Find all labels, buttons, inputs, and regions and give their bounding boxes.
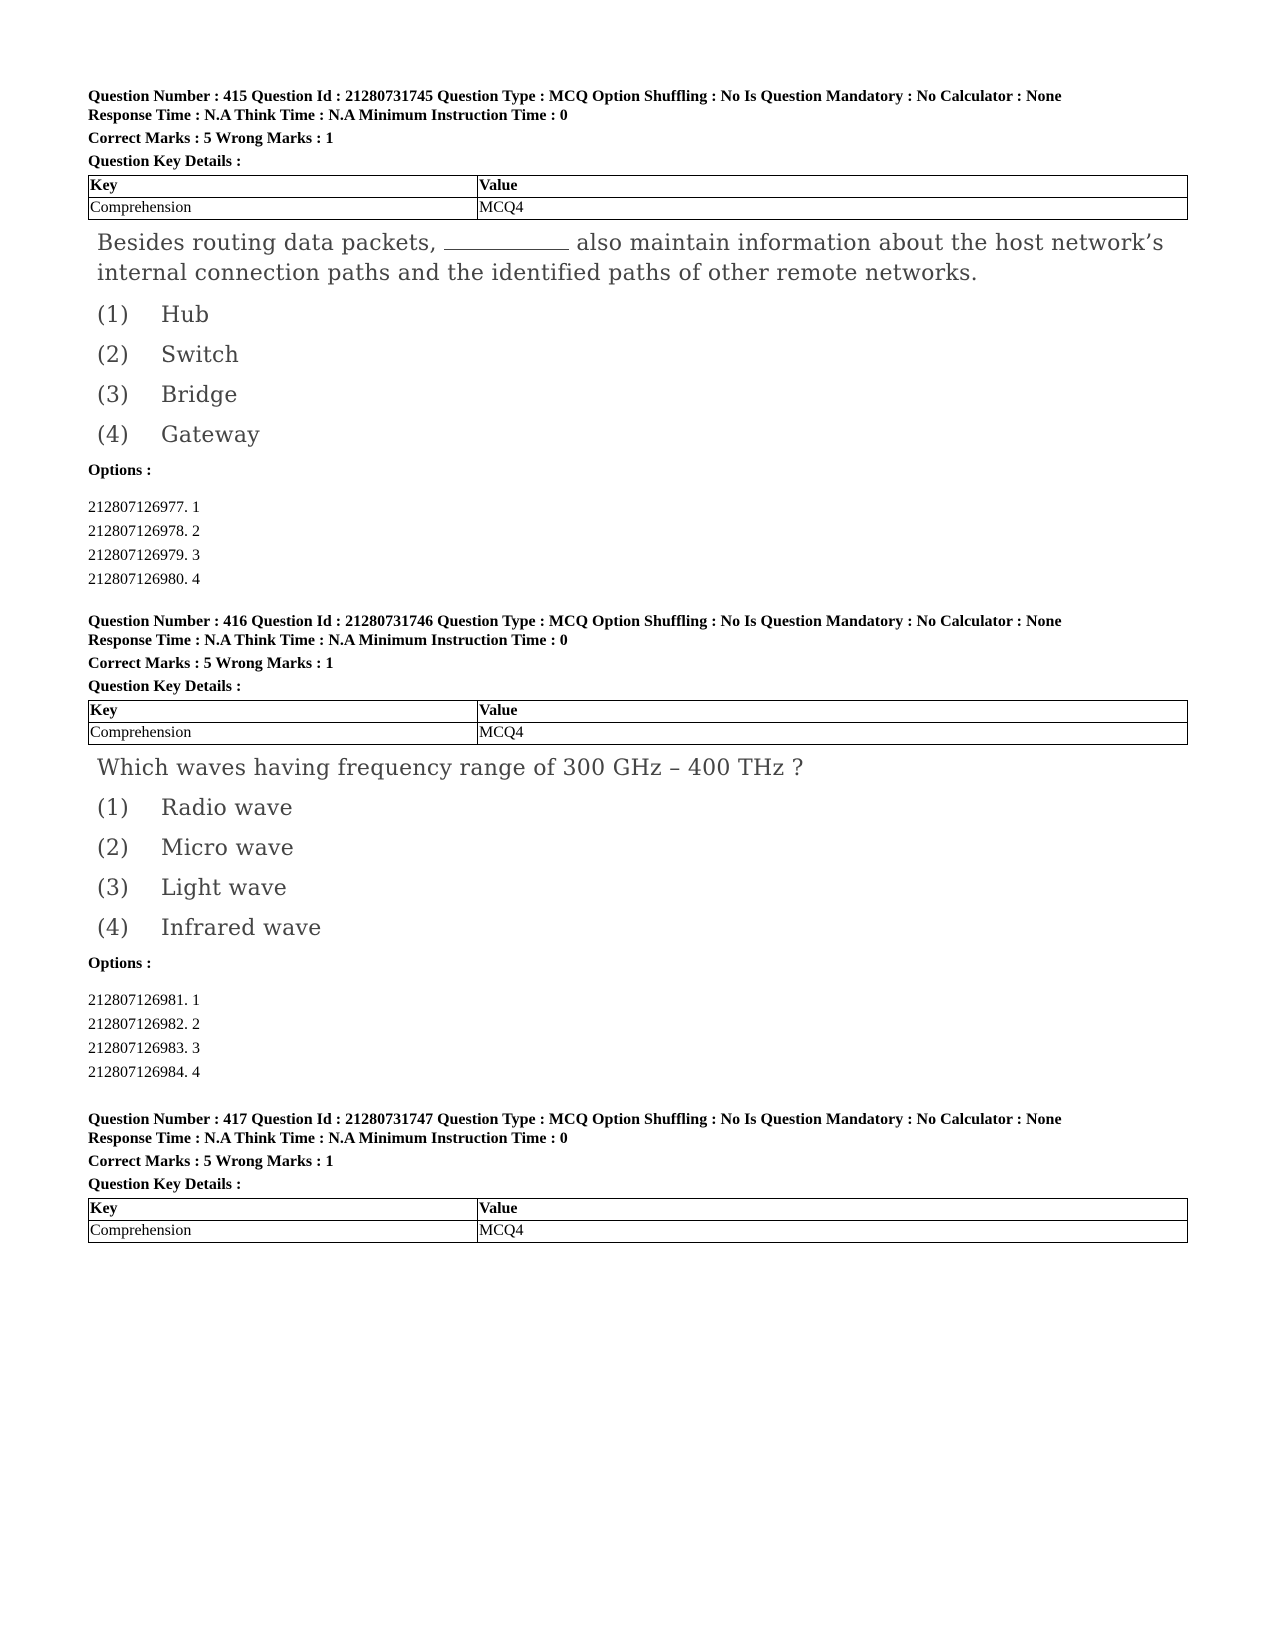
question-stem: Which waves having frequency range of 300 GHz – 400 THz ? <box>97 756 804 781</box>
choice-item <box>97 295 1188 335</box>
option-id-line: 212807126983. 3 <box>88 1040 200 1057</box>
choice-item <box>97 335 1188 375</box>
question-key-table <box>88 175 1188 220</box>
value-header: Value <box>478 701 1188 723</box>
choice-text: Gateway <box>161 422 261 448</box>
question-body <box>88 754 1188 948</box>
choice-text: Bridge <box>161 382 238 408</box>
question-marks: Correct Marks : 5 Wrong Marks : 1 <box>88 1153 334 1170</box>
question-meta-line1: Question Number : 416 Question Id : 21280731746 Question Type : MCQ Option Shuffling : No Is Question Mandatory : No Calculator : None <box>88 613 1062 630</box>
choice-text: Radio wave <box>161 795 293 821</box>
choice-item <box>97 375 1188 415</box>
question-key-details-label: Question Key Details : <box>88 678 242 695</box>
question-stem <box>97 229 1188 289</box>
option-id-line: 212807126979. 3 <box>88 547 200 564</box>
options-label: Options : <box>88 462 152 479</box>
option-id-line: 212807126980. 4 <box>88 571 200 588</box>
choice-number: (4) <box>97 915 130 941</box>
question-stem-part1: Besides routing data packets, <box>97 231 437 256</box>
question-meta-line1: Question Number : 417 Question Id : 21280731747 Question Type : MCQ Option Shuffling : No Is Question Mandatory : No Calculator : None <box>88 1111 1062 1128</box>
question-key-table <box>88 700 1188 745</box>
choice-item <box>97 828 1188 868</box>
choice-text: Hub <box>161 302 210 328</box>
key-table-row <box>89 723 1188 745</box>
key-header: Key <box>89 1199 478 1221</box>
key-table-header-row <box>89 1199 1188 1221</box>
key-cell: Comprehension <box>89 1221 478 1243</box>
key-table-header-row <box>89 701 1188 723</box>
question-416 <box>88 612 1188 1085</box>
value-cell: MCQ4 <box>478 1221 1188 1243</box>
key-header: Key <box>89 176 478 198</box>
question-417 <box>88 1110 1188 1243</box>
value-header: Value <box>478 176 1188 198</box>
choice-number: (1) <box>97 795 130 821</box>
key-header: Key <box>89 701 478 723</box>
question-stem-part2: also maintain information about the host network’s internal connection paths and the identified paths of other remote networks. <box>97 231 1165 286</box>
question-meta-line2: Response Time : N.A Think Time : N.A Minimum Instruction Time : 0 <box>88 1130 568 1147</box>
choice-text: Switch <box>161 342 240 368</box>
choice-number: (1) <box>97 302 130 328</box>
key-table-header-row <box>89 176 1188 198</box>
choice-number: (3) <box>97 382 130 408</box>
choice-text: Infrared wave <box>161 915 322 941</box>
question-marks: Correct Marks : 5 Wrong Marks : 1 <box>88 130 334 147</box>
option-id-line: 212807126984. 4 <box>88 1064 200 1081</box>
question-415 <box>88 87 1188 592</box>
key-table-row <box>89 1221 1188 1243</box>
choice-item <box>97 908 1188 948</box>
choice-number: (4) <box>97 422 130 448</box>
option-id-line: 212807126977. 1 <box>88 499 200 516</box>
choice-item <box>97 415 1188 455</box>
question-meta-line1: Question Number : 415 Question Id : 21280731745 Question Type : MCQ Option Shuffling : No Is Question Mandatory : No Calculator : None <box>88 88 1062 105</box>
choice-number: (2) <box>97 835 130 861</box>
value-cell: MCQ4 <box>478 198 1188 220</box>
fill-in-blank <box>444 231 569 250</box>
option-id-line: 212807126978. 2 <box>88 523 200 540</box>
question-marks: Correct Marks : 5 Wrong Marks : 1 <box>88 655 334 672</box>
choice-number: (2) <box>97 342 130 368</box>
choice-text: Light wave <box>161 875 288 901</box>
question-meta-line2: Response Time : N.A Think Time : N.A Minimum Instruction Time : 0 <box>88 632 568 649</box>
question-key-details-label: Question Key Details : <box>88 153 242 170</box>
question-body <box>88 229 1188 455</box>
choice-text: Micro wave <box>161 835 295 861</box>
key-cell: Comprehension <box>89 723 478 745</box>
choice-number: (3) <box>97 875 130 901</box>
question-meta-line2: Response Time : N.A Think Time : N.A Minimum Instruction Time : 0 <box>88 107 568 124</box>
option-id-line: 212807126981. 1 <box>88 992 200 1009</box>
value-header: Value <box>478 1199 1188 1221</box>
choice-item <box>97 868 1188 908</box>
option-id-line: 212807126982. 2 <box>88 1016 200 1033</box>
key-cell: Comprehension <box>89 198 478 220</box>
question-key-details-label: Question Key Details : <box>88 1176 242 1193</box>
key-table-row <box>89 198 1188 220</box>
options-label: Options : <box>88 955 152 972</box>
choice-item <box>97 788 1188 828</box>
value-cell: MCQ4 <box>478 723 1188 745</box>
question-key-table <box>88 1198 1188 1243</box>
